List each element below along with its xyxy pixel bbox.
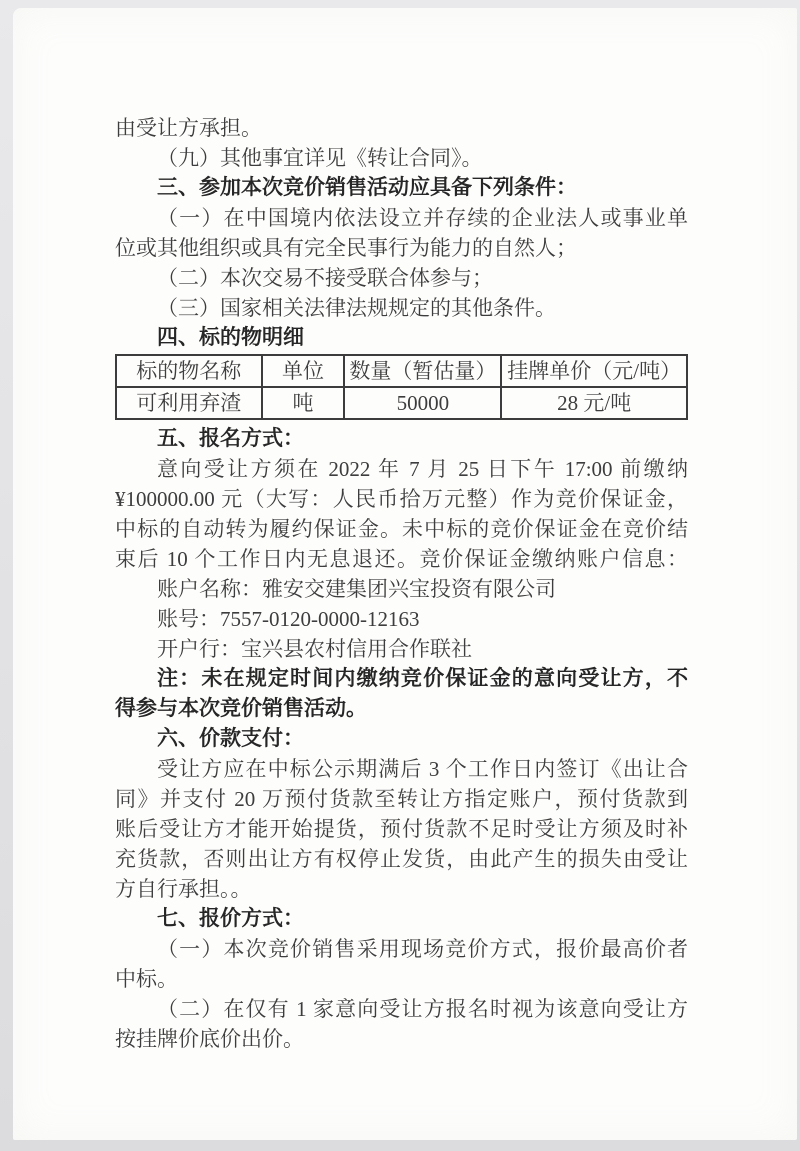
text-line: ¥100000.00 元（大写：人民币拾万元整）作为竞价保证金， [115, 487, 688, 511]
subject-matter-table [115, 354, 688, 420]
text-line: 充货款，否则出让方有权停止发货，由此产生的损失由受让 [115, 847, 688, 871]
section-6-heading: 六、价款支付： [157, 727, 304, 750]
text-line: 位或其他组织或具有完全民事行为能力的自然人； [115, 236, 577, 260]
text-line: 由受让方承担。 [115, 116, 262, 140]
text-line: （九）其他事宜详见《转让合同》。 [157, 146, 483, 170]
account-number-line: 账号：7557-0120-0000-12163 [157, 607, 420, 631]
document-page [13, 8, 797, 1140]
table-cell-quantity: 50000 [344, 387, 501, 419]
text-line: 中标的自动转为履约保证金。未中标的竞价保证金在竞价结 [115, 517, 688, 541]
account-name-line: 账户名称：雅安交建集团兴宝投资有限公司 [157, 577, 556, 601]
text-line: （二）本次交易不接受联合体参与； [157, 266, 493, 290]
table-header-quantity: 数量（暂估量） [344, 355, 501, 387]
note-line: 注：未在规定时间内缴纳竞价保证金的意向受让方，不 [157, 667, 688, 690]
text-line: 受让方应在中标公示期满后 3 个工作日内签订《出让合 [157, 757, 688, 781]
section-3-heading: 三、参加本次竞价销售活动应具备下列条件： [157, 176, 577, 199]
note-line: 得参与本次竞价销售活动。 [115, 697, 367, 720]
section-7-heading: 七、报价方式： [157, 907, 304, 930]
text-line: 束后 10 个工作日内无息退还。竞价保证金缴纳账户信息： [115, 547, 688, 571]
text-line: 按挂牌价底价出价。 [115, 1027, 304, 1051]
text-line: 同》并支付 20 万预付货款至转让方指定账户，预付货款到 [115, 787, 688, 811]
table-cell-unit: 吨 [262, 387, 345, 419]
section-4-heading: 四、标的物明细 [157, 326, 304, 349]
bank-name-line: 开户行：宝兴县农村信用合作联社 [157, 637, 472, 661]
document-body [115, 113, 688, 1054]
table-header-subject-name: 标的物名称 [116, 355, 262, 387]
table-cell-unit-price: 28 元/吨 [501, 387, 687, 419]
table-header-row [116, 355, 687, 387]
text-line: 中标。 [115, 967, 178, 991]
text-line: 账后受让方才能开始提货，预付货款不足时受让方须及时补 [115, 817, 688, 841]
table-cell-subject-name: 可利用弃渣 [116, 387, 262, 419]
text-line: （二）在仅有 1 家意向受让方报名时视为该意向受让方 [157, 997, 688, 1021]
table-header-unit: 单位 [262, 355, 345, 387]
text-line: 方自行承担。。 [115, 877, 252, 901]
table-row [116, 387, 687, 419]
text-line: （三）国家相关法律法规规定的其他条件。 [157, 296, 556, 320]
text-line: （一）本次竞价销售采用现场竞价方式，报价最高价者 [157, 937, 688, 961]
text-line: 意向受让方须在 2022 年 7 月 25 日下午 17:00 前缴纳 [157, 457, 688, 481]
section-5-heading: 五、报名方式： [157, 427, 304, 450]
text-line: （一）在中国境内依法设立并存续的企业法人或事业单 [157, 206, 688, 230]
table-header-unit-price: 挂牌单价（元/吨） [501, 355, 687, 387]
